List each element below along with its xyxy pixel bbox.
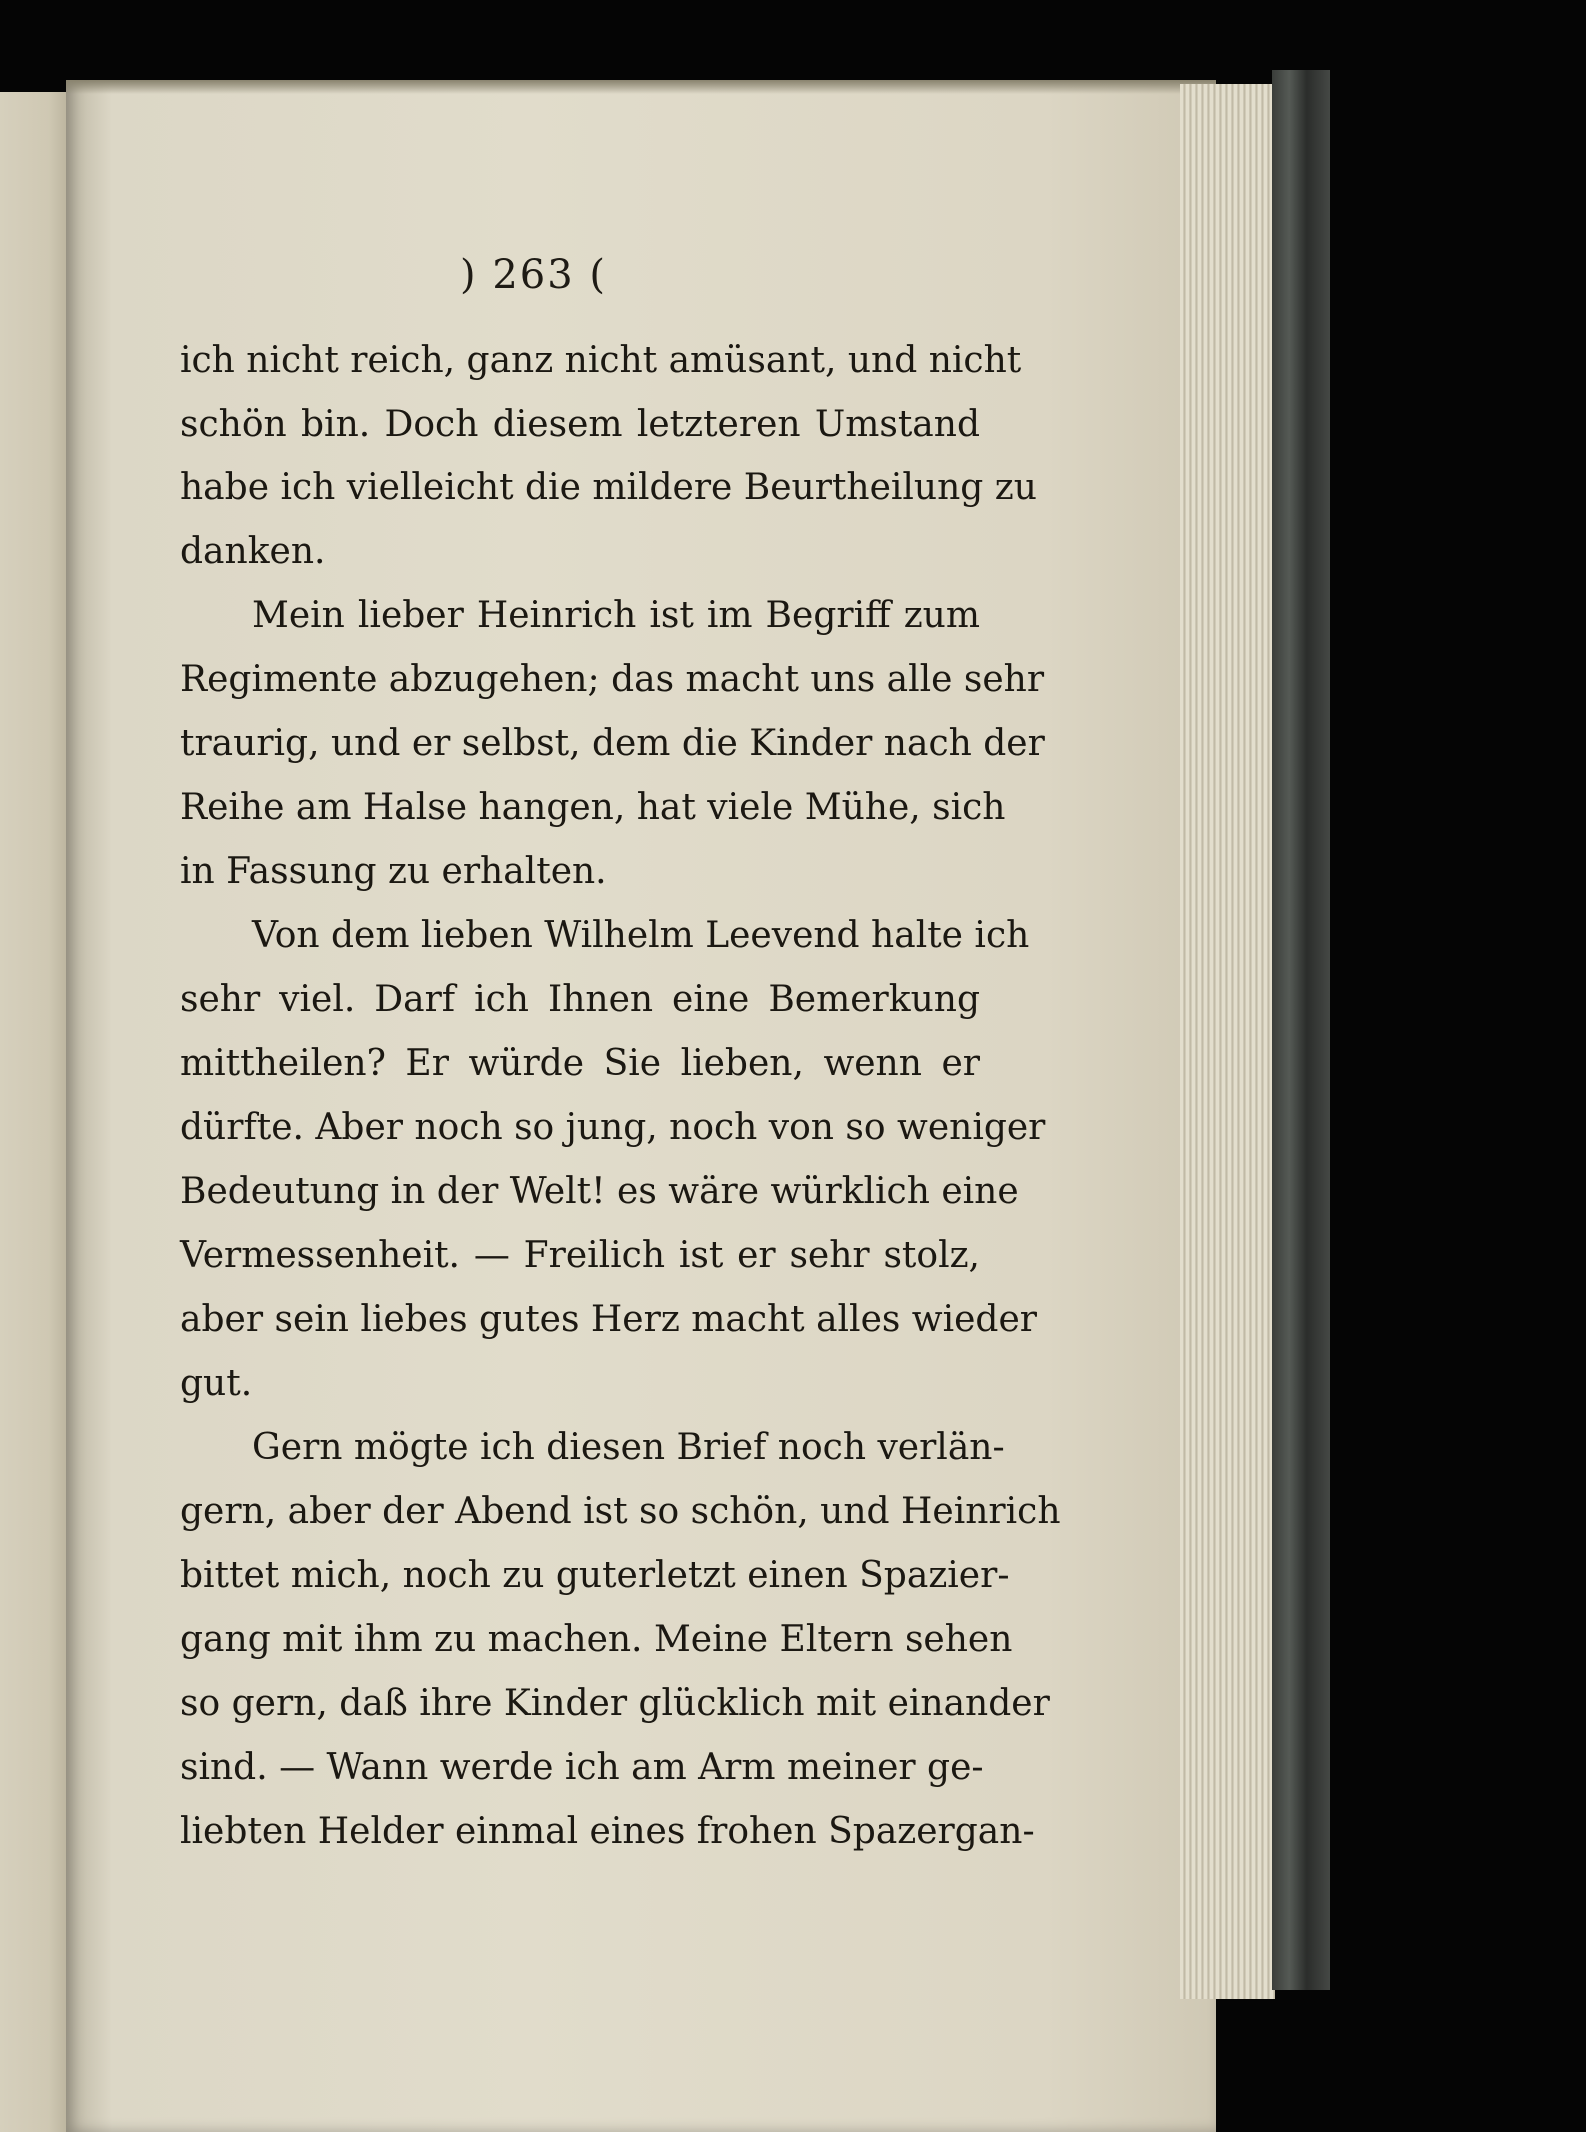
- text-line-7: traurig, und er selbst, dem die Kinder nach der: [180, 723, 1045, 764]
- page-number: ) 263 (: [460, 252, 607, 298]
- text-line-1: ich nicht reich, ganz nicht amüsant, und nicht: [180, 340, 1022, 381]
- page-edges: [1180, 84, 1275, 1999]
- text-line-12: mittheilen? Er würde Sie lieben, wenn er: [180, 1043, 980, 1084]
- text-line-14: Bedeutung in der Welt! es wäre würklich eine: [180, 1171, 1019, 1212]
- text-line-8: Reihe am Halse hangen, hat viele Mühe, sich: [180, 787, 1006, 828]
- text-line-5: Mein lieber Heinrich ist im Begriff zum: [252, 595, 980, 636]
- text-line-17: gut.: [180, 1363, 253, 1404]
- text-line-16: aber sein liebes gutes Herz macht alles wieder: [180, 1299, 1037, 1340]
- text-line-18: Gern mögte ich diesen Brief noch verlän-: [252, 1427, 1005, 1468]
- text-line-21: gang mit ihm zu machen. Meine Eltern sehen: [180, 1619, 1013, 1660]
- text-line-6: Regimente abzugehen; das macht uns alle sehr: [180, 659, 1045, 700]
- text-line-9: in Fassung zu erhalten.: [180, 851, 607, 892]
- text-line-11: sehr viel. Darf ich Ihnen eine Bemerkung: [180, 979, 980, 1020]
- text-line-15: Vermessenheit. — Freilich ist er sehr stolz,: [180, 1235, 980, 1276]
- text-line-3: habe ich vielleicht die mildere Beurtheilung zu: [180, 467, 1037, 508]
- text-line-4: danken.: [180, 531, 326, 572]
- text-line-13: dürfte. Aber noch so jung, noch von so weniger: [180, 1107, 1046, 1148]
- text-line-22: so gern, daß ihre Kinder glücklich mit einander: [180, 1683, 1050, 1724]
- text-line-19: gern, aber der Abend ist so schön, und Heinrich: [180, 1491, 1061, 1532]
- text-line-10: Von dem lieben Wilhelm Leevend halte ich: [252, 915, 1030, 956]
- text-line-24: liebten Helder einmal eines frohen Spazergan-: [180, 1811, 1035, 1852]
- previous-page-edge: [0, 92, 70, 2132]
- text-line-23: sind. — Wann werde ich am Arm meiner ge-: [180, 1747, 984, 1788]
- text-line-2: schön bin. Doch diesem letzteren Umstand: [180, 404, 980, 445]
- book-cover: [1272, 70, 1330, 1990]
- text-line-20: bittet mich, noch zu guterletzt einen Spazier-: [180, 1555, 1010, 1596]
